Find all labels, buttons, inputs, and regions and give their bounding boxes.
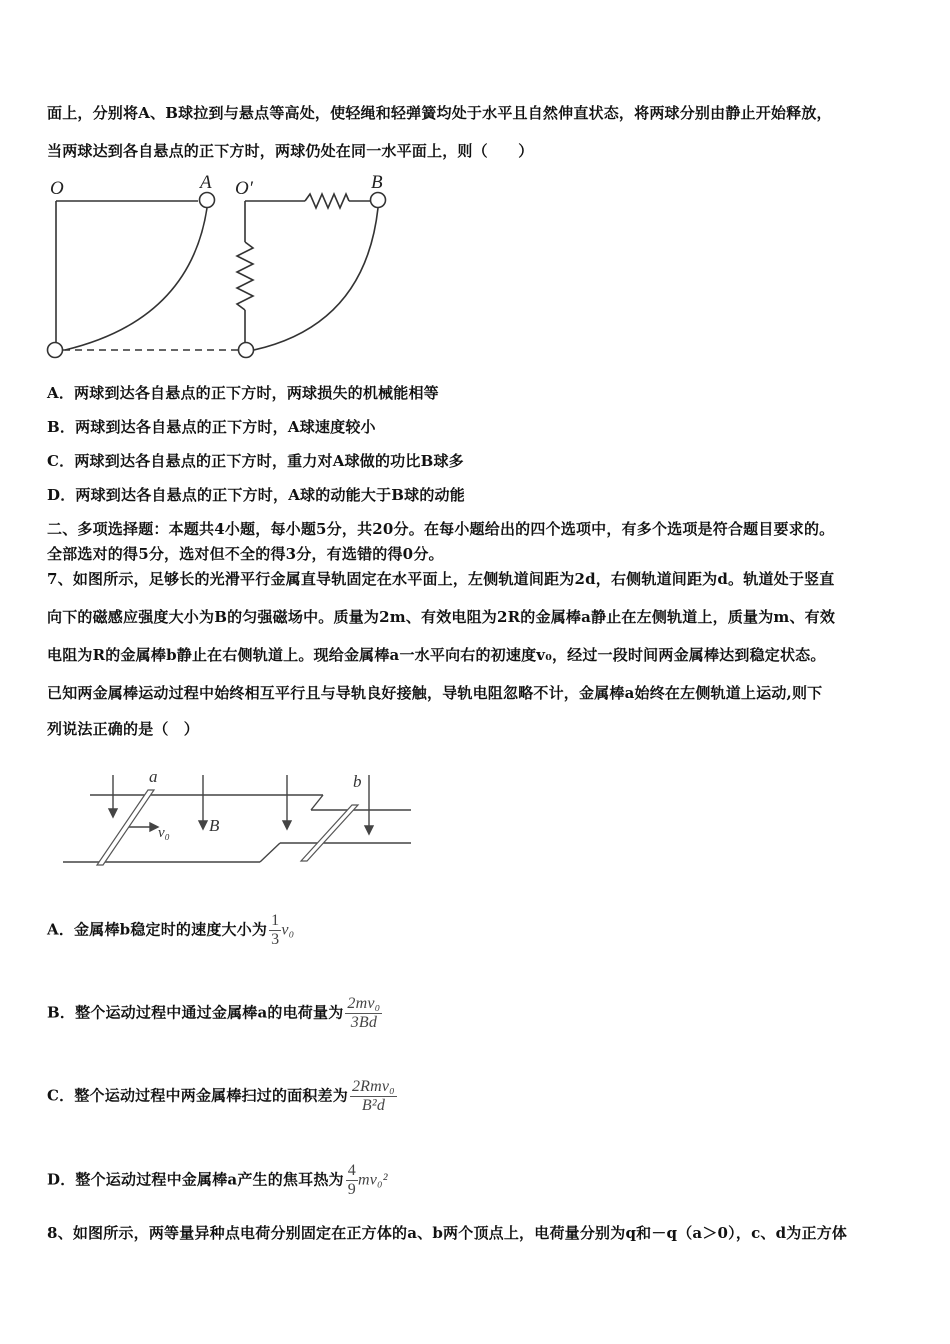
q7-option-a-fraction: $\frac{1}{3}$	[271, 912, 280, 948]
ball-b-bottom-icon	[239, 343, 254, 358]
label-a: A	[200, 172, 212, 193]
q7-option-c-text: C．整个运动过程中两金属棒扫过的面积差为	[47, 1086, 348, 1105]
q8-line-1: 8、如图所示，两等量异种点电荷分别固定在正方体的a、b两个顶点上，电荷量分别为q和－q（a＞0），c、d为正方体	[47, 1224, 848, 1242]
q7-option-a	[47, 912, 294, 949]
field-arrow-icon	[109, 809, 117, 817]
q7-option-a-text: A．金属棒b稳定时的速度大小为	[47, 920, 268, 939]
label-rod-a: a	[149, 767, 158, 786]
section-2-line-1: 二、多项选择题：本题共4小题，每小题5分，共20分。在每小题给出的四个选项中，有多个选项是符合题目要求的。	[47, 520, 835, 538]
ball-a-path	[65, 208, 207, 350]
section-2-line-2: 全部选对的得5分，选对但不全的得3分，有选错的得0分。	[47, 545, 444, 563]
q7-line-3: 电阻为R的金属棒b静止在右侧轨道上。现给金属棒a一水平向右的初速度v₀，经过一段时间两金属棒达到稳定状态。	[47, 646, 826, 664]
q7-option-b	[47, 995, 382, 1032]
label-o: O	[50, 178, 64, 199]
ball-a-bottom-icon	[48, 343, 63, 358]
label-b: B	[371, 172, 383, 193]
q7-option-a-after: v₀	[281, 921, 295, 939]
q7-option-b-fraction: $\frac{\text{2mv₀}}{3Bd}$	[347, 995, 381, 1031]
q7-option-d-fraction: $\frac{4}{9}$	[347, 1162, 356, 1198]
spring-horizontal-icon	[305, 194, 349, 208]
ball-b-icon	[371, 193, 386, 208]
rails-figure	[55, 765, 425, 875]
field-arrow-icon	[199, 821, 207, 829]
spring-vertical-icon	[237, 242, 253, 310]
q7-option-b-text: B．整个运动过程中通过金属棒a的电荷量为	[47, 1003, 344, 1022]
q7-line-1: 7、如图所示，足够长的光滑平行金属直导轨固定在水平面上，左侧轨道间距为2d，右侧轨道间距为d。轨道处于竖直	[47, 570, 835, 588]
q6-option-a: A．两球到达各自悬点的正下方时，两球损失的机械能相等	[47, 384, 439, 402]
q7-option-d	[47, 1162, 388, 1199]
q7-line-4: 已知两金属棒运动过程中始终相互平行且与导轨良好接触，导轨电阻忽略不计，金属棒a始终在左侧轨道上运动,则下	[47, 684, 823, 702]
q7-option-d-after: mv₀²	[357, 1171, 388, 1189]
intro-line-1: 面上，分别将A、B球拉到与悬点等高处，使轻绳和轻弹簧均处于水平且自然伸直状态，将两球分别由静止开始释放，	[47, 104, 832, 122]
q7-option-c-fraction: $\frac{\text{2Rmv₀}}{\text{B²d}}$	[351, 1078, 395, 1114]
ball-a-icon	[200, 193, 215, 208]
field-arrow-icon	[365, 826, 373, 834]
q6-option-d: D．两球到达各自悬点的正下方时，A球的动能大于B球的动能	[47, 486, 465, 504]
label-o-prime: O′	[235, 178, 253, 199]
label-rod-b: b	[353, 772, 362, 791]
pendulum-spring-figure	[40, 170, 400, 370]
velocity-arrow-icon	[150, 823, 158, 831]
ball-b-path	[254, 208, 378, 350]
q6-option-b: B．两球到达各自悬点的正下方时，A球速度较小	[47, 418, 376, 436]
q7-line-2: 向下的磁感应强度大小为B的匀强磁场中。质量为2m、有效电阻为2R的金属棒a静止在左侧轨道上，质量为m、有效	[47, 608, 836, 626]
q7-option-d-text: D．整个运动过程中金属棒a产生的焦耳热为	[47, 1170, 344, 1189]
q7-option-c	[47, 1078, 397, 1115]
intro-line-2: 当两球达到各自悬点的正下方时，两球仍处在同一水平面上，则（ ）	[47, 142, 534, 160]
label-v0: v₀	[158, 825, 170, 841]
rod-b	[301, 805, 358, 861]
label-field-b: B	[209, 816, 220, 835]
q7-line-5: 列说法正确的是（ ）	[47, 720, 200, 738]
field-arrow-icon	[283, 821, 291, 829]
q6-option-c: C．两球到达各自悬点的正下方时，重力对A球做的功比B球多	[47, 452, 464, 470]
